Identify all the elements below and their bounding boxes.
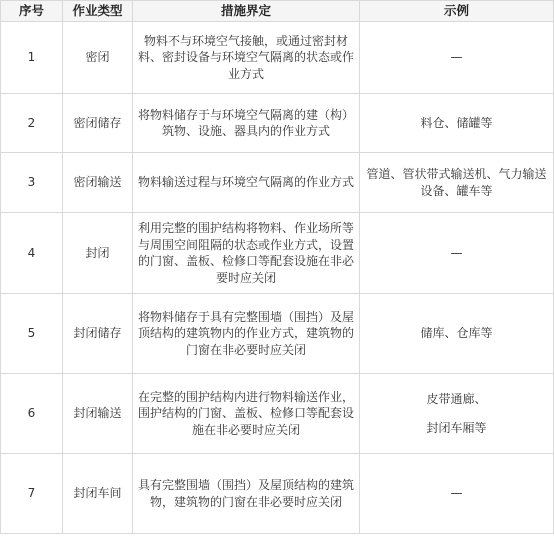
row-type: 封闭 [63, 213, 133, 294]
row-type: 密闭储存 [63, 94, 133, 153]
row-type: 封闭输送 [63, 374, 133, 454]
table-header-row [1, 1, 554, 22]
row-no: 6 [1, 374, 63, 454]
row-type: 密闭 [63, 22, 133, 94]
example-line: 封闭车厢等 [426, 420, 487, 435]
table-row [1, 94, 554, 153]
table-row [1, 22, 554, 94]
row-example: 储库、仓库等 [360, 294, 554, 374]
table-row [1, 454, 554, 534]
row-type: 密闭输送 [63, 153, 133, 213]
row-type: 封闭储存 [63, 294, 133, 374]
row-definition: 将物料储存于具有完整围墙（围挡）及屋顶结构的建筑物内的作业方式，建筑物的门窗在非必要时应关闭 [133, 294, 360, 374]
row-example: 管道、管状带式输送机、气力输送设备、罐车等 [360, 153, 554, 213]
row-definition: 物料不与环境空气接触，或通过密封材料、密封设备与环境空气隔离的状态或作业方式 [133, 22, 360, 94]
row-no: 3 [1, 153, 63, 213]
row-type: 封闭车间 [63, 454, 133, 534]
header-type: 作业类型 [63, 1, 133, 22]
header-no: 序号 [1, 1, 63, 22]
header-example: 示例 [360, 1, 554, 22]
example-line: 皮带通廊、 [426, 392, 487, 406]
table-row [1, 213, 554, 294]
header-definition: 措施界定 [133, 1, 360, 22]
row-definition: 利用完整的围护结构将物料、作业场所等与周围空间阻隔的状态或作业方式，设置的门窗、盖板、检修口等配套设施在非必要时应关闭 [133, 213, 360, 294]
row-example: — [360, 213, 554, 294]
table-row [1, 294, 554, 374]
row-example: — [360, 454, 554, 534]
row-definition: 将物料储存于与环境空气隔离的建（构）筑物、设施、器具内的作业方式 [133, 94, 360, 153]
row-definition: 在完整的围护结构内进行物料输送作业，围护结构的门窗、盖板、检修口等配套设施在非必要时应关闭 [133, 374, 360, 454]
row-example [360, 374, 554, 454]
table-row [1, 374, 554, 454]
row-no: 2 [1, 94, 63, 153]
row-no: 5 [1, 294, 63, 374]
table-row [1, 153, 554, 213]
row-example: — [360, 22, 554, 94]
row-example: 料仓、储罐等 [360, 94, 554, 153]
row-no: 7 [1, 454, 63, 534]
row-definition: 物料输送过程与环境空气隔离的作业方式 [133, 153, 360, 213]
row-no: 4 [1, 213, 63, 294]
row-definition: 具有完整围墙（围挡）及屋顶结构的建筑物，建筑物的门窗在非必要时应关闭 [133, 454, 360, 534]
row-no: 1 [1, 22, 63, 94]
